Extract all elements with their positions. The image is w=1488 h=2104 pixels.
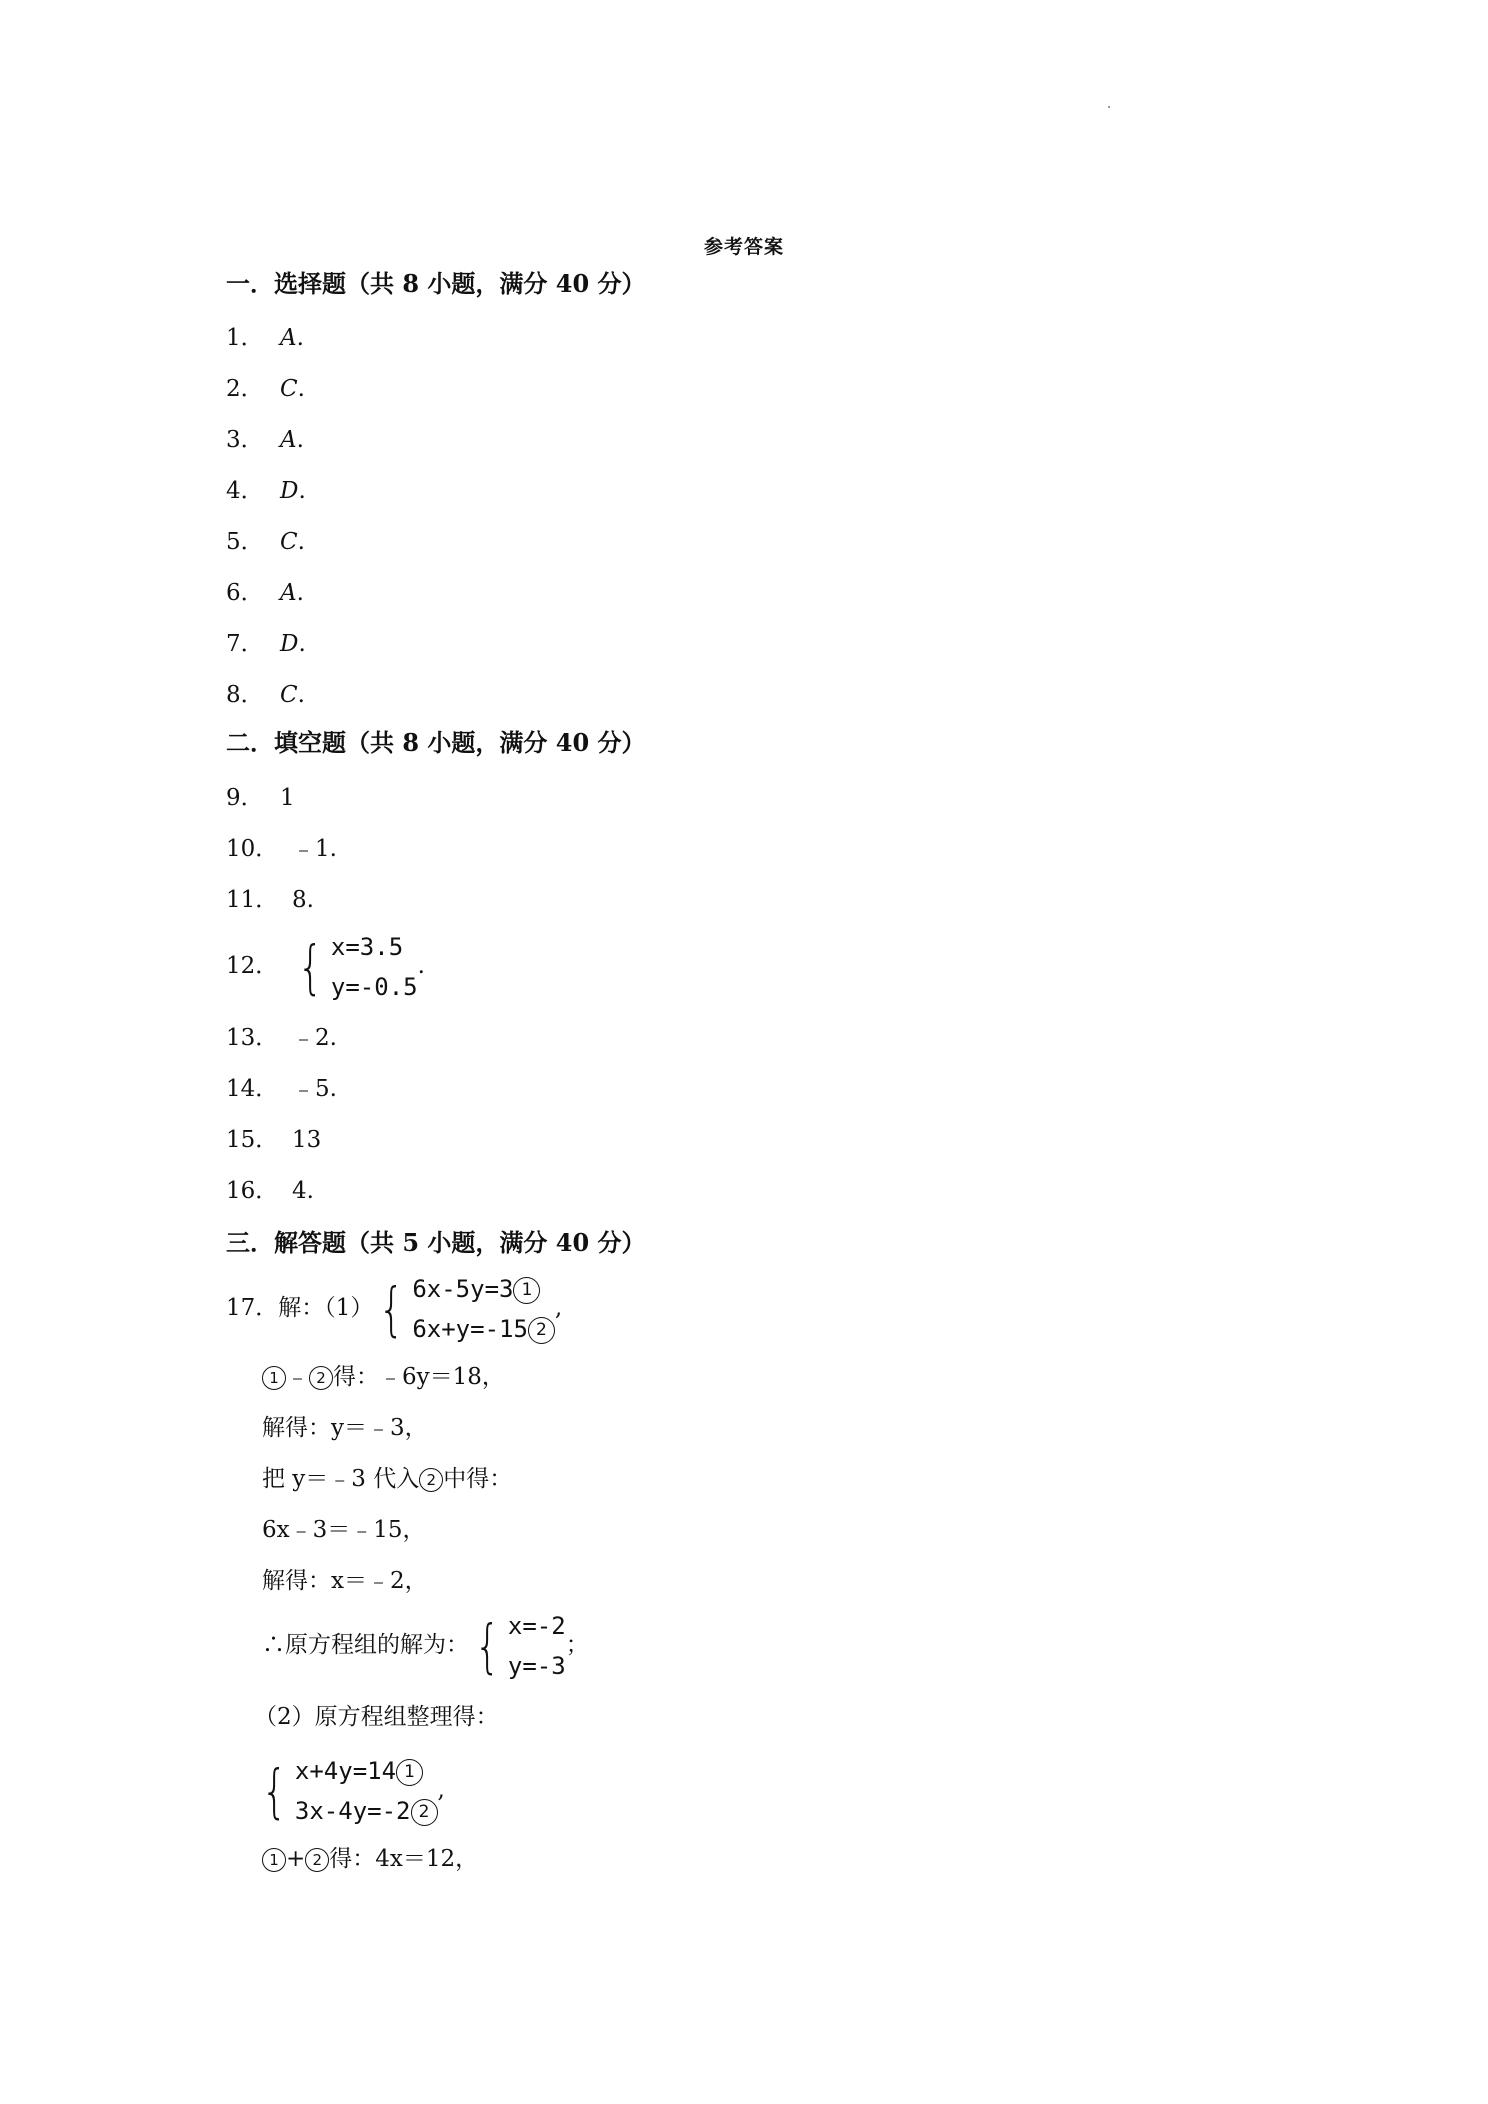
answer-number: 14． (226, 1076, 279, 1102)
choice-answer-4: 4． D. (226, 478, 306, 504)
scan-dot (1108, 106, 1110, 108)
circled-number-2: 2 (309, 1366, 333, 1390)
comma: , (437, 1777, 445, 1803)
choice-answer-7: 7． D. (226, 631, 306, 657)
q17-step-subtract (262, 1362, 505, 1392)
step-text: 中得： (443, 1466, 513, 1492)
system-row: y=-0.5 (330, 973, 418, 1001)
fill-answer-13 (226, 1023, 337, 1053)
semicolon: ； (565, 1632, 589, 1658)
answer-number: 2． (226, 376, 264, 402)
comma: , (554, 1295, 563, 1321)
section-heading-fill: 二．填空题（共 8 小题，满分 40 分） (226, 728, 646, 757)
circled-number-2: 2 (411, 1799, 438, 1826)
fill-answer-12 (226, 926, 425, 1007)
equation-text: 6x+y=-15 (412, 1315, 528, 1343)
answer-number: 1． (226, 325, 264, 351)
system-row: x=3.5 (330, 933, 404, 961)
fill-answer-16 (226, 1176, 314, 1206)
answer-letter: C (280, 376, 298, 402)
answer-number: 17． (226, 1295, 279, 1321)
circled-number-1: 1 (262, 1366, 286, 1390)
answer-letter: D (280, 478, 299, 504)
circled-number-2: 2 (528, 1317, 555, 1344)
q17-system-2-line (256, 1750, 445, 1831)
answer-value: 8. (292, 887, 314, 913)
answer-tail: . (417, 953, 425, 979)
circled-number-2: 2 (305, 1848, 329, 1872)
answer-value: 4. (292, 1178, 314, 1204)
answer-value: 13 (292, 1127, 322, 1153)
left-brace: { (378, 1275, 405, 1343)
fill-answer-14 (226, 1074, 337, 1104)
solution-intro: 解：（1） (278, 1295, 374, 1321)
answer-letter: A (280, 427, 297, 453)
choice-answer-3: 3． A. (226, 427, 304, 453)
fill-answer-15 (226, 1125, 321, 1155)
q17-intro-line (226, 1268, 562, 1349)
answer-number: 11． (226, 887, 279, 913)
system-row (412, 1309, 555, 1349)
answer-number: 13． (226, 1025, 279, 1051)
step-text: 把 y＝﹣3 代入 (262, 1466, 420, 1492)
choice-answer-8: 8． C. (226, 682, 305, 708)
answer-value: ﹣2. (292, 1025, 337, 1051)
answer-number: 6． (226, 580, 264, 606)
equation-system-1 (373, 1269, 555, 1349)
answer-letter: A (280, 325, 297, 351)
choice-answer-6: 6． A. (226, 580, 304, 606)
answer-number: 4． (226, 478, 264, 504)
section-heading-choice: 一．选择题（共 8 小题，满分 40 分） (226, 269, 646, 298)
equation-text: 6x-5y=3 (412, 1275, 514, 1303)
circled-number-1: 1 (262, 1848, 286, 1872)
q17-step-equation: 6x﹣3＝﹣15， (262, 1517, 426, 1543)
equation-text: 3x-4y=-2 (294, 1797, 411, 1825)
answer-letter: A (280, 580, 297, 606)
fill-answer-11 (226, 885, 314, 915)
answer-letter: C (280, 682, 298, 708)
step-text: 得：﹣6y＝18， (333, 1364, 505, 1390)
answer-number: 3． (226, 427, 264, 453)
answer-letter: C (280, 529, 298, 555)
equation-text: x+4y=14 (294, 1757, 397, 1785)
equation-system-2 (256, 1751, 438, 1831)
answer-number: 12． (226, 953, 279, 979)
answer-value: ﹣5. (292, 1076, 337, 1102)
equation-system-answer (292, 927, 418, 1007)
answer-value: ﹣1. (292, 836, 337, 862)
step-text: ∴原方程组的解为： (262, 1632, 469, 1658)
system-row (412, 1269, 555, 1309)
left-brace: { (297, 933, 324, 1001)
answer-number: 9． (226, 785, 264, 811)
system-row: x=-2 (507, 1612, 566, 1640)
answer-value: 1 (280, 785, 295, 811)
q17-step-solve-x: 解得：x＝﹣2， (262, 1568, 428, 1594)
q17-step-add (262, 1844, 478, 1874)
operator: ﹣ (286, 1364, 309, 1390)
q17-solution-line (262, 1605, 589, 1686)
fill-answer-10 (226, 834, 337, 864)
section-heading-solve: 三．解答题（共 5 小题，满分 40 分） (226, 1228, 646, 1257)
circled-number-1: 1 (513, 1277, 540, 1304)
q17-step-solve-y: 解得：y＝﹣3， (262, 1415, 428, 1441)
system-row (295, 1791, 438, 1831)
circled-number-1: 1 (396, 1759, 423, 1786)
choice-answer-2: 2． C. (226, 376, 305, 402)
choice-answer-1: 1． A. (226, 325, 304, 351)
answer-number: 15． (226, 1127, 279, 1153)
answer-letter: D (280, 631, 299, 657)
solution-system (469, 1606, 566, 1686)
fill-answer-9 (226, 783, 295, 813)
operator: + (286, 1846, 306, 1872)
page-title: 参考答案 (703, 236, 784, 258)
system-row: y=-3 (507, 1652, 566, 1680)
system-row (295, 1751, 438, 1791)
left-brace: { (474, 1612, 501, 1680)
left-brace: { (261, 1757, 288, 1825)
answer-number: 5． (226, 529, 264, 555)
answer-number: 7． (226, 631, 264, 657)
circled-number-2: 2 (419, 1468, 443, 1492)
q17-part2-heading: （2）原方程组整理得： (254, 1704, 499, 1730)
answer-number: 8． (226, 682, 264, 708)
answer-number: 16． (226, 1178, 279, 1204)
q17-step-substitute (262, 1464, 512, 1494)
answer-number: 10． (226, 836, 279, 862)
choice-answer-5: 5． C. (226, 529, 305, 555)
step-text: 得：4x＝12， (329, 1846, 479, 1872)
